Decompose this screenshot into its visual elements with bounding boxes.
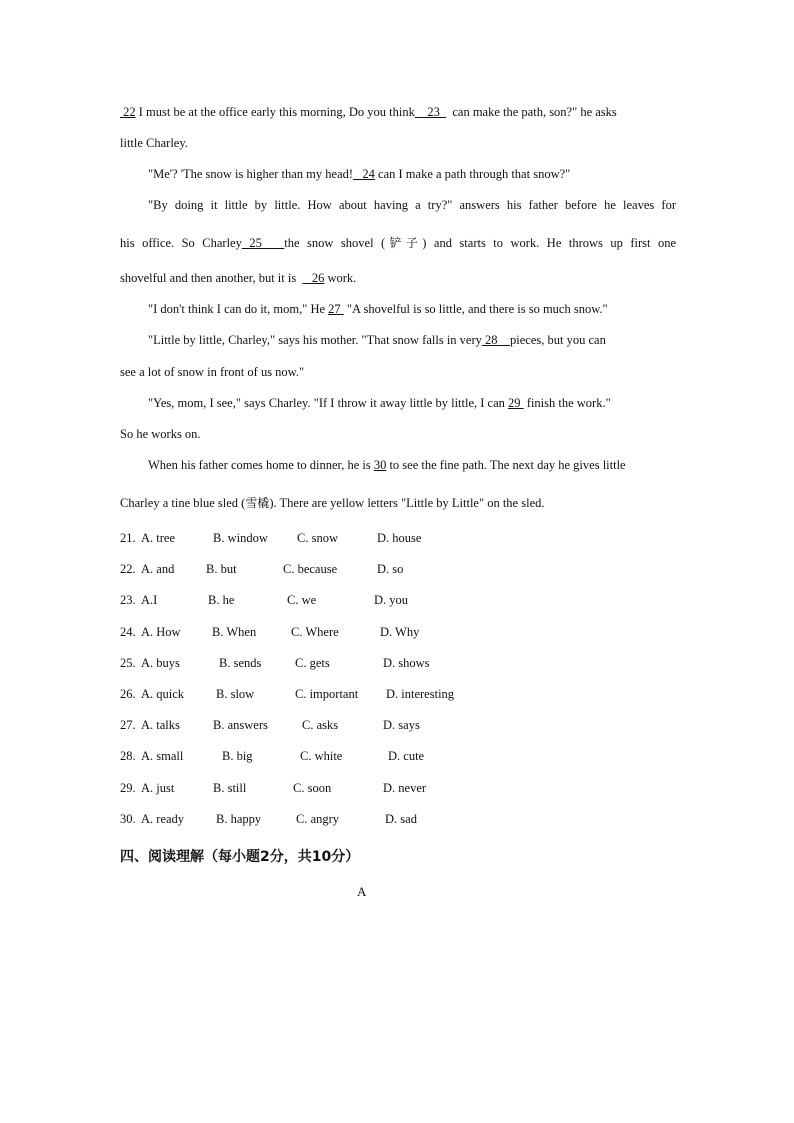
question-number: 27. bbox=[120, 718, 136, 732]
option-b: B. When bbox=[212, 625, 257, 639]
option-c: C. asks bbox=[302, 718, 339, 732]
passage-line-2: little Charley. bbox=[120, 136, 188, 150]
passage-text: ). There are yellow letters "Little by Little" on the sled. bbox=[269, 496, 545, 510]
blank-23: 23 bbox=[427, 105, 440, 119]
question-number: 25. bbox=[120, 656, 136, 670]
question-number: 22. bbox=[120, 562, 136, 576]
passage-line-8 bbox=[148, 332, 676, 348]
question-number: 23. bbox=[120, 593, 136, 607]
passage-text: When his father comes home to dinner, he is bbox=[148, 458, 374, 472]
passage-line-13 bbox=[120, 495, 676, 511]
option-b: B. window bbox=[213, 531, 268, 545]
blank-26: 26 bbox=[311, 271, 325, 285]
option-d: D. shows bbox=[383, 656, 430, 670]
passage-text: the snow shovel ( bbox=[284, 236, 386, 250]
passage-text: to see the fine path. The next day he gives little bbox=[386, 458, 626, 472]
passage-text: I must be at the office early this morning, Do you think bbox=[135, 105, 415, 119]
passage-line-7 bbox=[148, 301, 676, 317]
option-a: A. quick bbox=[141, 687, 185, 701]
passage-line-11: So he works on. bbox=[120, 427, 201, 441]
passage-text: can make the path, son?" he asks bbox=[452, 105, 617, 119]
question-number: 26. bbox=[120, 687, 136, 701]
blank-28: 28 bbox=[485, 333, 498, 347]
blank-27: 27 bbox=[328, 302, 341, 316]
option-d: D. says bbox=[383, 718, 420, 732]
chinese-gloss: 铲子 bbox=[385, 236, 423, 250]
question-number: 21. bbox=[120, 531, 136, 545]
question-number: 30. bbox=[120, 812, 136, 826]
passage-line-1 bbox=[120, 104, 676, 120]
passage-text: can I make a path through that snow?" bbox=[374, 167, 571, 181]
passage-text: "I don't think I can do it, mom," He bbox=[148, 302, 329, 316]
passage-text: finish the work." bbox=[523, 396, 611, 410]
section-heading: 四、阅读理解（每小题2分，共10分） bbox=[120, 849, 360, 865]
passage-text: "Me'? 'The snow is higher than my head! bbox=[148, 167, 354, 181]
option-b: B. sends bbox=[219, 656, 262, 670]
question-number: 24. bbox=[120, 625, 136, 639]
passage-text: shovelful and then another, but it is bbox=[120, 271, 297, 285]
option-a: A.I bbox=[141, 593, 158, 607]
option-d: D. sad bbox=[385, 812, 417, 826]
option-a: A. buys bbox=[141, 656, 180, 670]
question-number: 28. bbox=[120, 749, 136, 763]
chinese-gloss: 雪橇 bbox=[245, 496, 270, 510]
passage-label: A bbox=[357, 884, 367, 899]
passage-line-9: see a lot of snow in front of us now." bbox=[120, 365, 305, 379]
option-c: C. snow bbox=[297, 531, 338, 545]
option-d: D. you bbox=[374, 593, 409, 607]
option-a: A. How bbox=[141, 625, 181, 639]
passage-text: "Yes, mom, I see," says Charley. "If I throw it away little by little, I can bbox=[148, 396, 509, 410]
option-d: D. interesting bbox=[386, 687, 455, 701]
option-a: A. ready bbox=[141, 812, 185, 826]
option-a: A. small bbox=[141, 749, 184, 763]
option-d: D. Why bbox=[380, 625, 420, 639]
passage-text: "A shovelful is so little, and there is so much snow." bbox=[343, 302, 608, 316]
option-c: C. gets bbox=[295, 656, 330, 670]
option-c: C. because bbox=[283, 562, 338, 576]
option-c: C. white bbox=[300, 749, 343, 763]
question-number: 29. bbox=[120, 781, 136, 795]
blank-30: 30 bbox=[373, 458, 387, 472]
passage-text: work. bbox=[324, 271, 357, 285]
passage-text: Charley a tine blue sled ( bbox=[120, 496, 246, 510]
option-a: A. and bbox=[141, 562, 175, 576]
option-d: D. house bbox=[377, 531, 422, 545]
option-c: C. important bbox=[295, 687, 359, 701]
passage-line-6 bbox=[120, 270, 676, 286]
option-b: B. answers bbox=[213, 718, 268, 732]
passage-line-4: "By doing it little by little. How about having a try?" answers his father before he leaves for bbox=[148, 198, 676, 212]
passage-line-10 bbox=[148, 395, 676, 411]
option-b: B. happy bbox=[216, 812, 262, 826]
option-a: A. talks bbox=[141, 718, 180, 732]
option-d: D. never bbox=[383, 781, 427, 795]
option-c: C. we bbox=[287, 593, 317, 607]
passage-text: pieces, but you can bbox=[510, 333, 606, 347]
passage-text: ) and starts to work. He throws up first one bbox=[422, 236, 677, 250]
passage-line-3 bbox=[148, 166, 676, 182]
option-d: D. cute bbox=[388, 749, 425, 763]
blank-25: 25 bbox=[249, 236, 262, 250]
blank-29: 29 bbox=[508, 396, 521, 410]
option-b: B. slow bbox=[216, 687, 255, 701]
option-b: B. he bbox=[208, 593, 235, 607]
option-c: C. Where bbox=[291, 625, 339, 639]
passage-text: "Little by little, Charley," says his mother. "That snow falls in very bbox=[148, 333, 482, 347]
option-a: A. tree bbox=[141, 531, 176, 545]
option-b: B. still bbox=[213, 781, 247, 795]
option-c: C. angry bbox=[296, 812, 340, 826]
option-a: A. just bbox=[141, 781, 175, 795]
blank-24: 24 bbox=[362, 167, 375, 181]
passage-line-12 bbox=[148, 457, 676, 473]
blank-22: 22 bbox=[123, 105, 136, 119]
option-b: B. big bbox=[222, 749, 253, 763]
passage-line-5 bbox=[120, 235, 676, 251]
option-b: B. but bbox=[206, 562, 237, 576]
passage-text: his office. So Charley bbox=[120, 236, 242, 250]
option-d: D. so bbox=[377, 562, 404, 576]
option-c: C. soon bbox=[293, 781, 332, 795]
